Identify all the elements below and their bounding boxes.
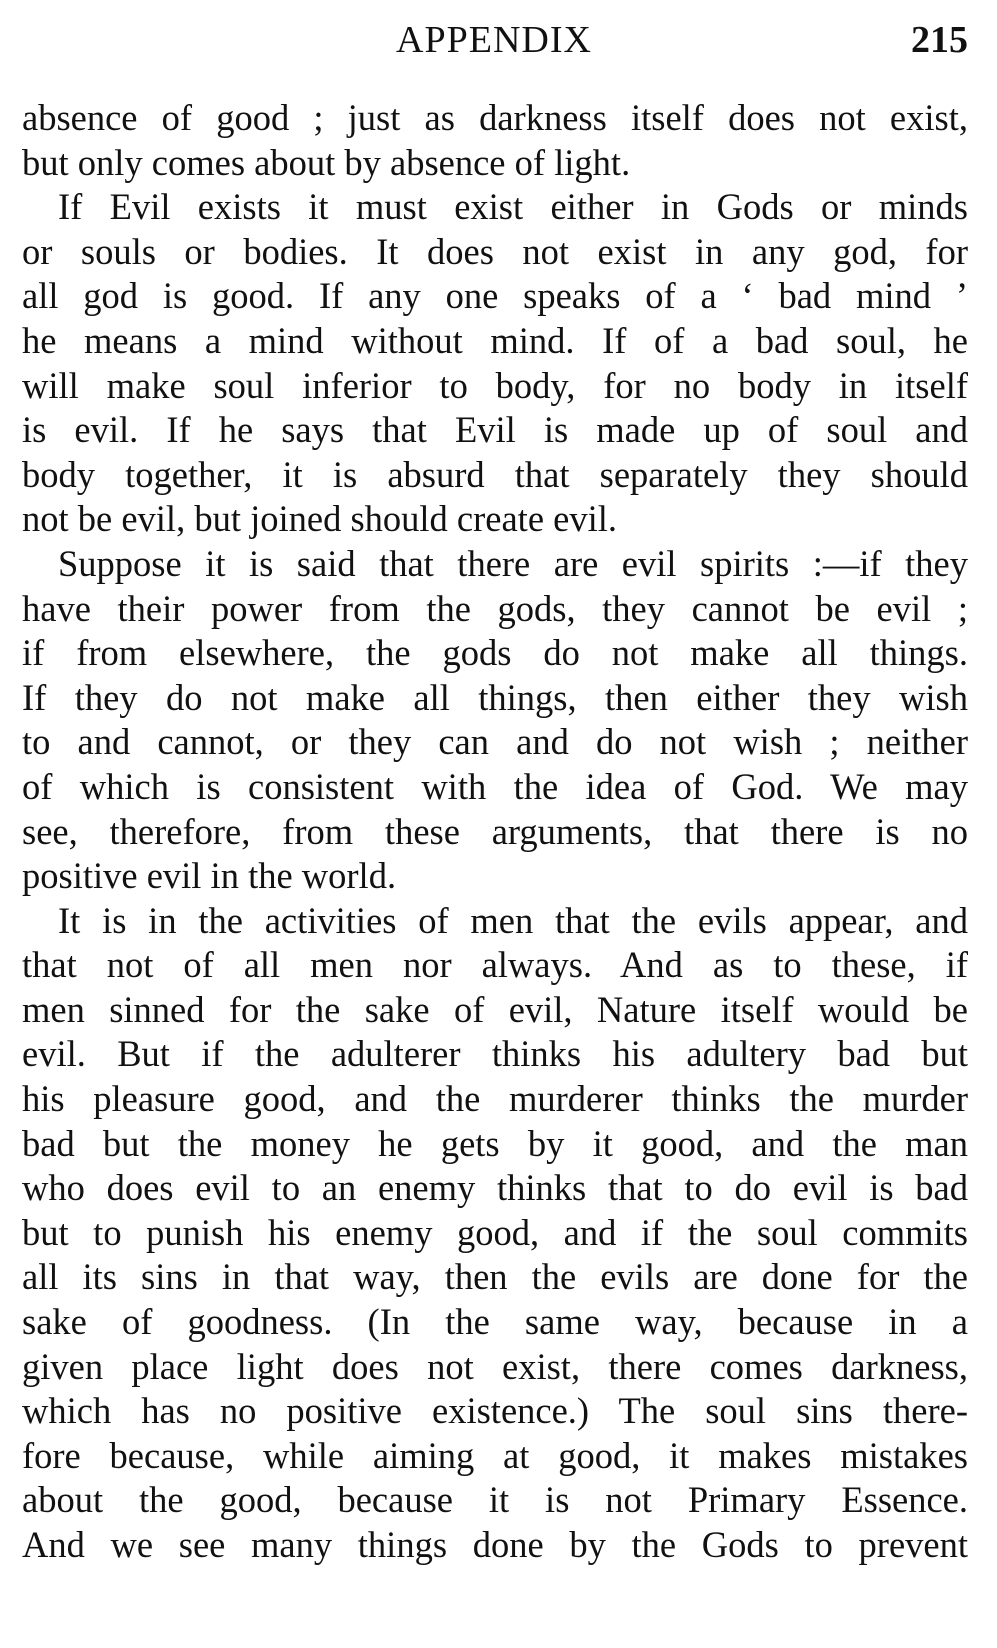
- page-number: 215: [911, 19, 968, 61]
- text-line: It is in the activities of men that the evils appear, and: [58, 899, 968, 941]
- text-line: will make soul inferior to body, for no body in itself: [22, 364, 968, 406]
- text-line: evil. But if the adulterer thinks his adultery bad but: [22, 1033, 968, 1075]
- text-line: all its sins in that way, then the evils are done for the: [22, 1256, 968, 1298]
- text-line: body together, it is absurd that separately they should: [22, 453, 968, 495]
- text-line: of which is consistent with the idea of God. We may: [22, 765, 968, 807]
- text-line: which has no positive existence.) The soul sins there-: [22, 1390, 968, 1432]
- text-line: positive evil in the world.: [22, 855, 397, 897]
- text-line: but only comes about by absence of light.: [22, 141, 631, 183]
- text-line: but to punish his enemy good, and if the soul commits: [22, 1211, 968, 1253]
- text-line: If they do not make all things, then either they wish: [22, 676, 968, 718]
- text-line: not be evil, but joined should create evil.: [22, 498, 617, 540]
- text-line: his pleasure good, and the murderer thinks the murder: [22, 1078, 968, 1120]
- text-line: that not of all men nor always. And as to these, if: [22, 944, 968, 986]
- text-line: if from elsewhere, the gods do not make all things.: [22, 632, 968, 674]
- text-line: sake of goodness. (In the same way, because in a: [22, 1301, 968, 1343]
- text-line: have their power from the gods, they cannot be evil ;: [22, 587, 968, 629]
- text-line: about the good, because it is not Primary Essence.: [22, 1479, 968, 1521]
- text-line: or souls or bodies. It does not exist in any god, for: [22, 230, 968, 272]
- text-line: If Evil exists it must exist either in Gods or minds: [58, 186, 968, 228]
- text-line: to and cannot, or they can and do not wish ; neither: [22, 721, 968, 763]
- text-line: And we see many things done by the Gods to prevent: [22, 1524, 968, 1565]
- text-line: all god is good. If any one speaks of a ‘ bad mind ’: [22, 275, 968, 317]
- text-line: who does evil to an enemy thinks that to do evil is bad: [22, 1167, 968, 1209]
- running-header: [20, 14, 968, 74]
- text-line: see, therefore, from these arguments, that there is no: [22, 810, 968, 852]
- text-line: given place light does not exist, there comes darkness,: [22, 1345, 968, 1387]
- text-line: absence of good ; just as darkness itself does not exist,: [22, 97, 968, 138]
- running-title: APPENDIX: [396, 19, 592, 61]
- body-text: [22, 96, 968, 1568]
- text-line: bad but the money he gets by it good, and the man: [22, 1122, 968, 1164]
- text-line: Suppose it is said that there are evil spirits :—if they: [58, 542, 968, 584]
- text-line: fore because, while aiming at good, it makes mistakes: [22, 1434, 968, 1476]
- text-line: he means a mind without mind. If of a bad soul, he: [22, 319, 968, 361]
- text-line: is evil. If he says that Evil is made up of soul and: [22, 409, 968, 451]
- text-line: men sinned for the sake of evil, Nature itself would be: [22, 988, 968, 1030]
